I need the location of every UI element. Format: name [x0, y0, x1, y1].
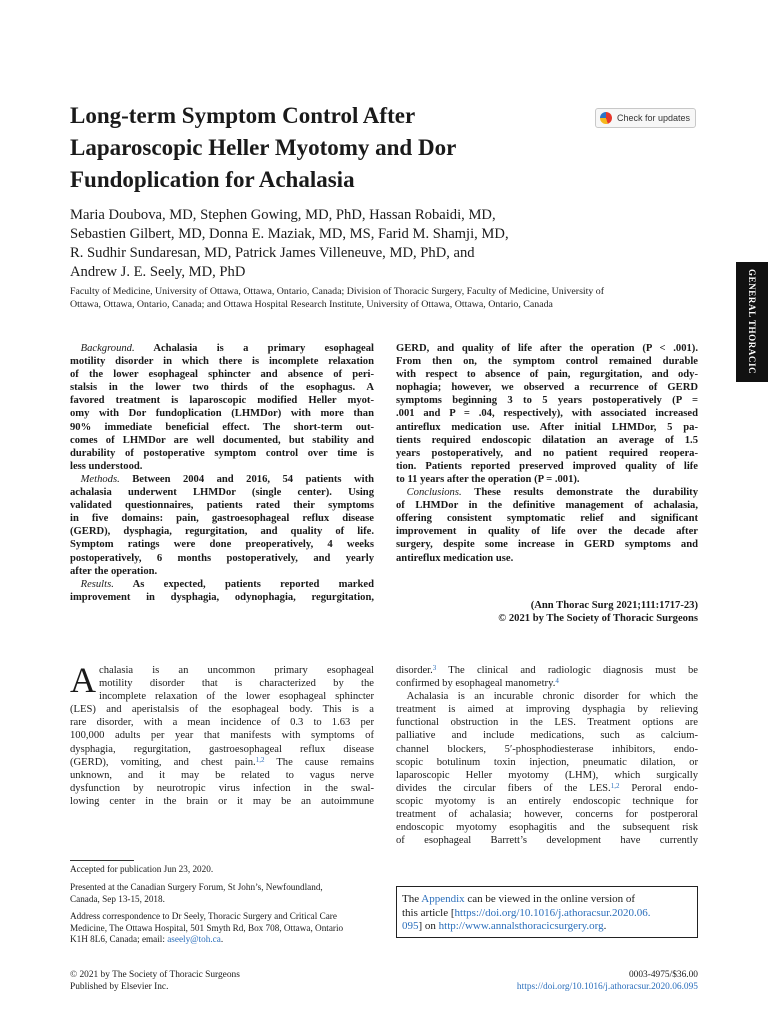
abstract-line: Symptom ratings were done preoperatively, 4 weeks: [70, 539, 374, 551]
note-text: .: [220, 934, 224, 945]
body-line: [70, 756, 374, 769]
body-line: incomplete relaxation of the lower esophageal sphincter: [99, 691, 374, 703]
abstract-line: to 11 years after the operation (P = .001).: [396, 473, 580, 485]
body-text: divides the circular fibers of the LES.: [396, 782, 611, 794]
email-link[interactable]: aseely@toh.ca: [167, 934, 221, 945]
body-line: [396, 664, 698, 677]
abstract-line: nophagia; however, we observed a recurrence of GERD: [396, 382, 698, 394]
abstract-line: symptoms beginning 3 to 5 years postoperatively (P =: [396, 395, 698, 407]
author-line: R. Sudhir Sundaresan, MD, Patrick James Villeneuve, MD, PhD, and: [70, 245, 475, 261]
body-right-column: [396, 664, 698, 847]
check-for-updates-label: Check for updates: [617, 113, 691, 123]
appendix-line: [402, 920, 697, 934]
note-text: K1H 8L6, Canada; email:: [70, 934, 168, 945]
correspondence-note: [70, 911, 380, 946]
appendix-doi-link-end[interactable]: 095: [402, 920, 419, 933]
note-line: [70, 934, 380, 946]
body-line: laparoscopic Heller myotomy (LHM), which surgically: [396, 769, 698, 781]
body-text: The clinical and radiologic diagnosis must be: [436, 665, 698, 676]
body-line: scopic myotomy is an entirely endoscopic technique for: [396, 795, 698, 807]
abstract-line: antireflux medication use.: [396, 552, 514, 564]
journal-site-link[interactable]: http://www.annalsthoracicsurgery.org: [438, 920, 604, 933]
body-line: [396, 690, 698, 703]
results-heading: Results.: [80, 578, 114, 590]
check-for-updates-button[interactable]: [595, 108, 696, 128]
abstract-copyright: © 2021 by The Society of Thoracic Surgeons: [498, 613, 698, 625]
abstract-line: favored treatment is laparoscopic modified Heller myot-: [70, 395, 374, 407]
body-text: The cause remains: [264, 756, 374, 768]
abstract-line: surgery, despite some increase in GERD symptoms and: [396, 539, 698, 551]
title-line: Fundoplication for Achalasia: [70, 167, 355, 192]
accepted-note: [70, 864, 380, 876]
citation-block: [396, 599, 698, 625]
affiliation-line: Faculty of Medicine, University of Ottawa, Ottawa, Ontario, Canada; Division of Thoracic Surgery, Faculty of Medicine, University of: [70, 286, 605, 297]
body-line: unknown, and it may be related to vagus nerve: [70, 769, 374, 781]
abstract-line: stalsis in the lower two thirds of the esophagus. A: [70, 382, 374, 394]
note-line: Address correspondence to Dr Seely, Thoracic Surgery and Critical Care: [70, 911, 337, 921]
abstract-line: validated questionnaires, patients rated their symptoms: [70, 500, 374, 512]
abstract-line: of the lower esophageal sphincter and absence of peri-: [70, 369, 374, 381]
body-text: Peroral endo-: [619, 782, 698, 794]
journal-citation: (Ann Thorac Surg 2021;111:1717-23): [530, 600, 698, 611]
body-line: scopic botulinum toxin injection, pneumatic dilation, or: [396, 756, 698, 768]
affiliation: [70, 286, 698, 311]
abstract-line: 90% immediate beneficial effect. The short-term out-: [70, 421, 374, 433]
footer-left: [70, 970, 240, 993]
abstract-line: durability of postoperative symptom control over time is: [70, 447, 374, 459]
note-line: Canada, Sep 13-15, 2018.: [70, 893, 165, 904]
drop-cap: A: [70, 660, 96, 700]
appendix-line: [402, 893, 697, 907]
appendix-box: [396, 886, 698, 938]
reference-link[interactable]: 1,2: [610, 781, 620, 790]
appendix-text: The: [402, 893, 422, 905]
abstract-line: postoperatively, 6 months postoperatively, and yearly: [70, 552, 374, 564]
abstract-right-column: [396, 342, 698, 565]
abstract-text: Between 2004 and 2016, 54 patients with: [119, 473, 374, 485]
appendix-text: .: [603, 920, 607, 933]
body-line: of esophageal Barrett’s development have currently: [396, 835, 698, 847]
abstract-line: years postoperatively, and no patient required reopera-: [396, 447, 698, 459]
abstract-line: .001 and P = .04, respectively), with associated increased: [396, 408, 698, 420]
body-line: treatment is aimed at improving dysphagia by relieving: [396, 704, 698, 716]
affiliation-line: Ottawa, Ottawa, Ontario, Canada; and Ottawa Hospital Research Institute, University of Ottawa, Ottawa, Ontario, Canada: [70, 298, 553, 310]
body-line: treatment of achalasia; however, concerns for postperoral: [396, 809, 698, 821]
body-text: Achalasia is an incurable chronic disorder for which the: [406, 691, 698, 703]
reference-link[interactable]: 3: [432, 664, 437, 672]
abstract-line: tients required endoscopic dilatation an average of 1.5: [396, 434, 698, 446]
body-line: chalasia is an uncommon primary esophageal: [99, 665, 374, 676]
abstract-line: in five domains: pain, gastroesophageal reflux disease: [70, 513, 374, 525]
body-left-column: [70, 660, 374, 808]
article-title: [70, 100, 590, 196]
abstract-line: of LHMDor in the definitive management of achalasia,: [396, 500, 698, 512]
note-line: Accepted for publication Jun 23, 2020.: [70, 864, 214, 874]
author-line: Andrew J. E. Seely, MD, PhD: [70, 264, 246, 280]
body-text: (GERD), vomiting, and chest pain.: [70, 756, 256, 768]
abstract-line: [70, 473, 374, 486]
background-heading: Background.: [80, 343, 135, 354]
abstract-line: [70, 578, 374, 591]
footer-issn: 0003-4975/$36.00: [628, 970, 698, 980]
abstract-line: antireflux medication use. After initial LHMDor, 5 pa-: [396, 421, 698, 433]
abstract-line: [70, 342, 374, 355]
abstract-line: less understood.: [70, 460, 143, 472]
presented-note: [70, 882, 380, 905]
abstract-line: [396, 486, 698, 499]
abstract-line: with respect to absence of pain, regurgitation, and ody-: [396, 369, 698, 381]
methods-heading: Methods.: [80, 473, 120, 485]
note-line: Medicine, The Ottawa Hospital, 501 Smyth Rd, Box 708, Ottawa, Ontario: [70, 922, 344, 933]
footer-doi-link[interactable]: https://doi.org/10.1016/j.athoracsur.2020.06.095: [516, 981, 698, 992]
crossmark-icon: [600, 112, 612, 124]
abstract-line: comes of LHMDor are well documented, but stability and: [70, 434, 374, 446]
body-line: rare disorder, with a mean incidence of 0.3 to 1.63 per: [70, 717, 374, 729]
appendix-line: [402, 907, 697, 921]
appendix-doi-link[interactable]: https://doi.org/10.1016/j.athoracsur.2020.06.: [454, 906, 651, 919]
appendix-text: ] on: [418, 920, 439, 933]
footer-copyright: © 2021 by The Society of Thoracic Surgeons: [70, 970, 240, 980]
abstract-line: tion. Patients reported preserved improved quality of life: [396, 460, 698, 472]
abstract-line: after the operation.: [70, 565, 158, 577]
abstract-line: (GERD), dysphagia, regurgitation, and quality of life.: [70, 526, 374, 538]
body-line: channel blockers, 5′-phosphodiesterase inhibitors, endo-: [396, 743, 698, 755]
title-line: Laparoscopic Heller Myotomy and Dor: [70, 135, 457, 160]
footer-publisher: Published by Elsevier Inc.: [70, 981, 169, 992]
body-line: 100,000 adults per year that manifests with symptoms of: [70, 730, 374, 742]
conclusions-heading: Conclusions.: [406, 487, 462, 499]
abstract-line: motility disorder in which there is incomplete relaxation: [70, 356, 374, 368]
abstract-line: improvement in dysphagia, odynophagia, regurgitation,: [70, 591, 374, 603]
body-line: dysfunction by neurotropic virus infection in the swal-: [70, 782, 374, 794]
abstract-line: improvement in quality of life over the decade after: [396, 526, 698, 538]
body-line: [396, 782, 698, 795]
body-text: disorder.: [396, 665, 433, 676]
abstract-text: These results demonstrate the durability: [461, 487, 698, 499]
body-line: dysphagia, regurgitation, gastroesophageal reflux disease: [70, 743, 374, 755]
appendix-text: this article [: [402, 906, 455, 919]
abstract-text: Achalasia is a primary esophageal: [134, 343, 374, 354]
author-line: Sebastien Gilbert, MD, Donna E. Maziak, MD, MS, Farid M. Shamji, MD,: [70, 226, 509, 242]
footer-right: [517, 970, 698, 993]
abstract-text: As expected, patients reported marked: [113, 578, 374, 590]
abstract-line: achalasia underwent LHMDor (single center). Using: [70, 487, 374, 499]
body-line: [396, 677, 698, 690]
body-line: motility disorder that is characterized by the: [99, 678, 374, 690]
author-line: Maria Doubova, MD, Stephen Gowing, MD, PhD, Hassan Robaidi, MD,: [70, 207, 496, 223]
reference-link[interactable]: 4: [555, 677, 559, 686]
body-line: functional obstruction in the LES. Treatment options are: [396, 717, 698, 729]
reference-link[interactable]: 1,2: [255, 755, 265, 764]
body-text: confirmed by esophageal manometry.: [396, 678, 556, 690]
author-list: [70, 206, 630, 282]
abstract-line: omy with Dor fundoplication (LHMDor) with more than: [70, 408, 374, 420]
abstract-line: From then on, the symptom control remained durable: [396, 356, 698, 368]
abstract-left-column: [70, 342, 374, 604]
body-line: (LES) and aperistalsis of the esophageal body. This is a: [70, 704, 374, 716]
abstract-line: offering consistent symptomatic relief and significant: [396, 513, 698, 525]
footnote-divider: [70, 860, 134, 861]
abstract-line: GERD, and quality of life after the operation (P < .001).: [396, 343, 698, 354]
title-line: Long-term Symptom Control After: [70, 103, 416, 128]
body-line: endoscopic myotomy esophagitis and the subsequent risk: [396, 822, 698, 834]
appendix-text: can be viewed in the online version of: [464, 893, 636, 905]
note-line: Presented at the Canadian Surgery Forum, St John’s, Newfoundland,: [70, 882, 323, 892]
section-side-tab-label: GENERAL THORACIC: [747, 269, 757, 375]
section-side-tab: [736, 262, 768, 382]
body-line: lowing center in the brain or it may be an autoimmune: [70, 795, 374, 807]
body-line: palliative and include medications, such as calcium-: [396, 730, 698, 742]
appendix-link[interactable]: Appendix: [421, 893, 465, 905]
